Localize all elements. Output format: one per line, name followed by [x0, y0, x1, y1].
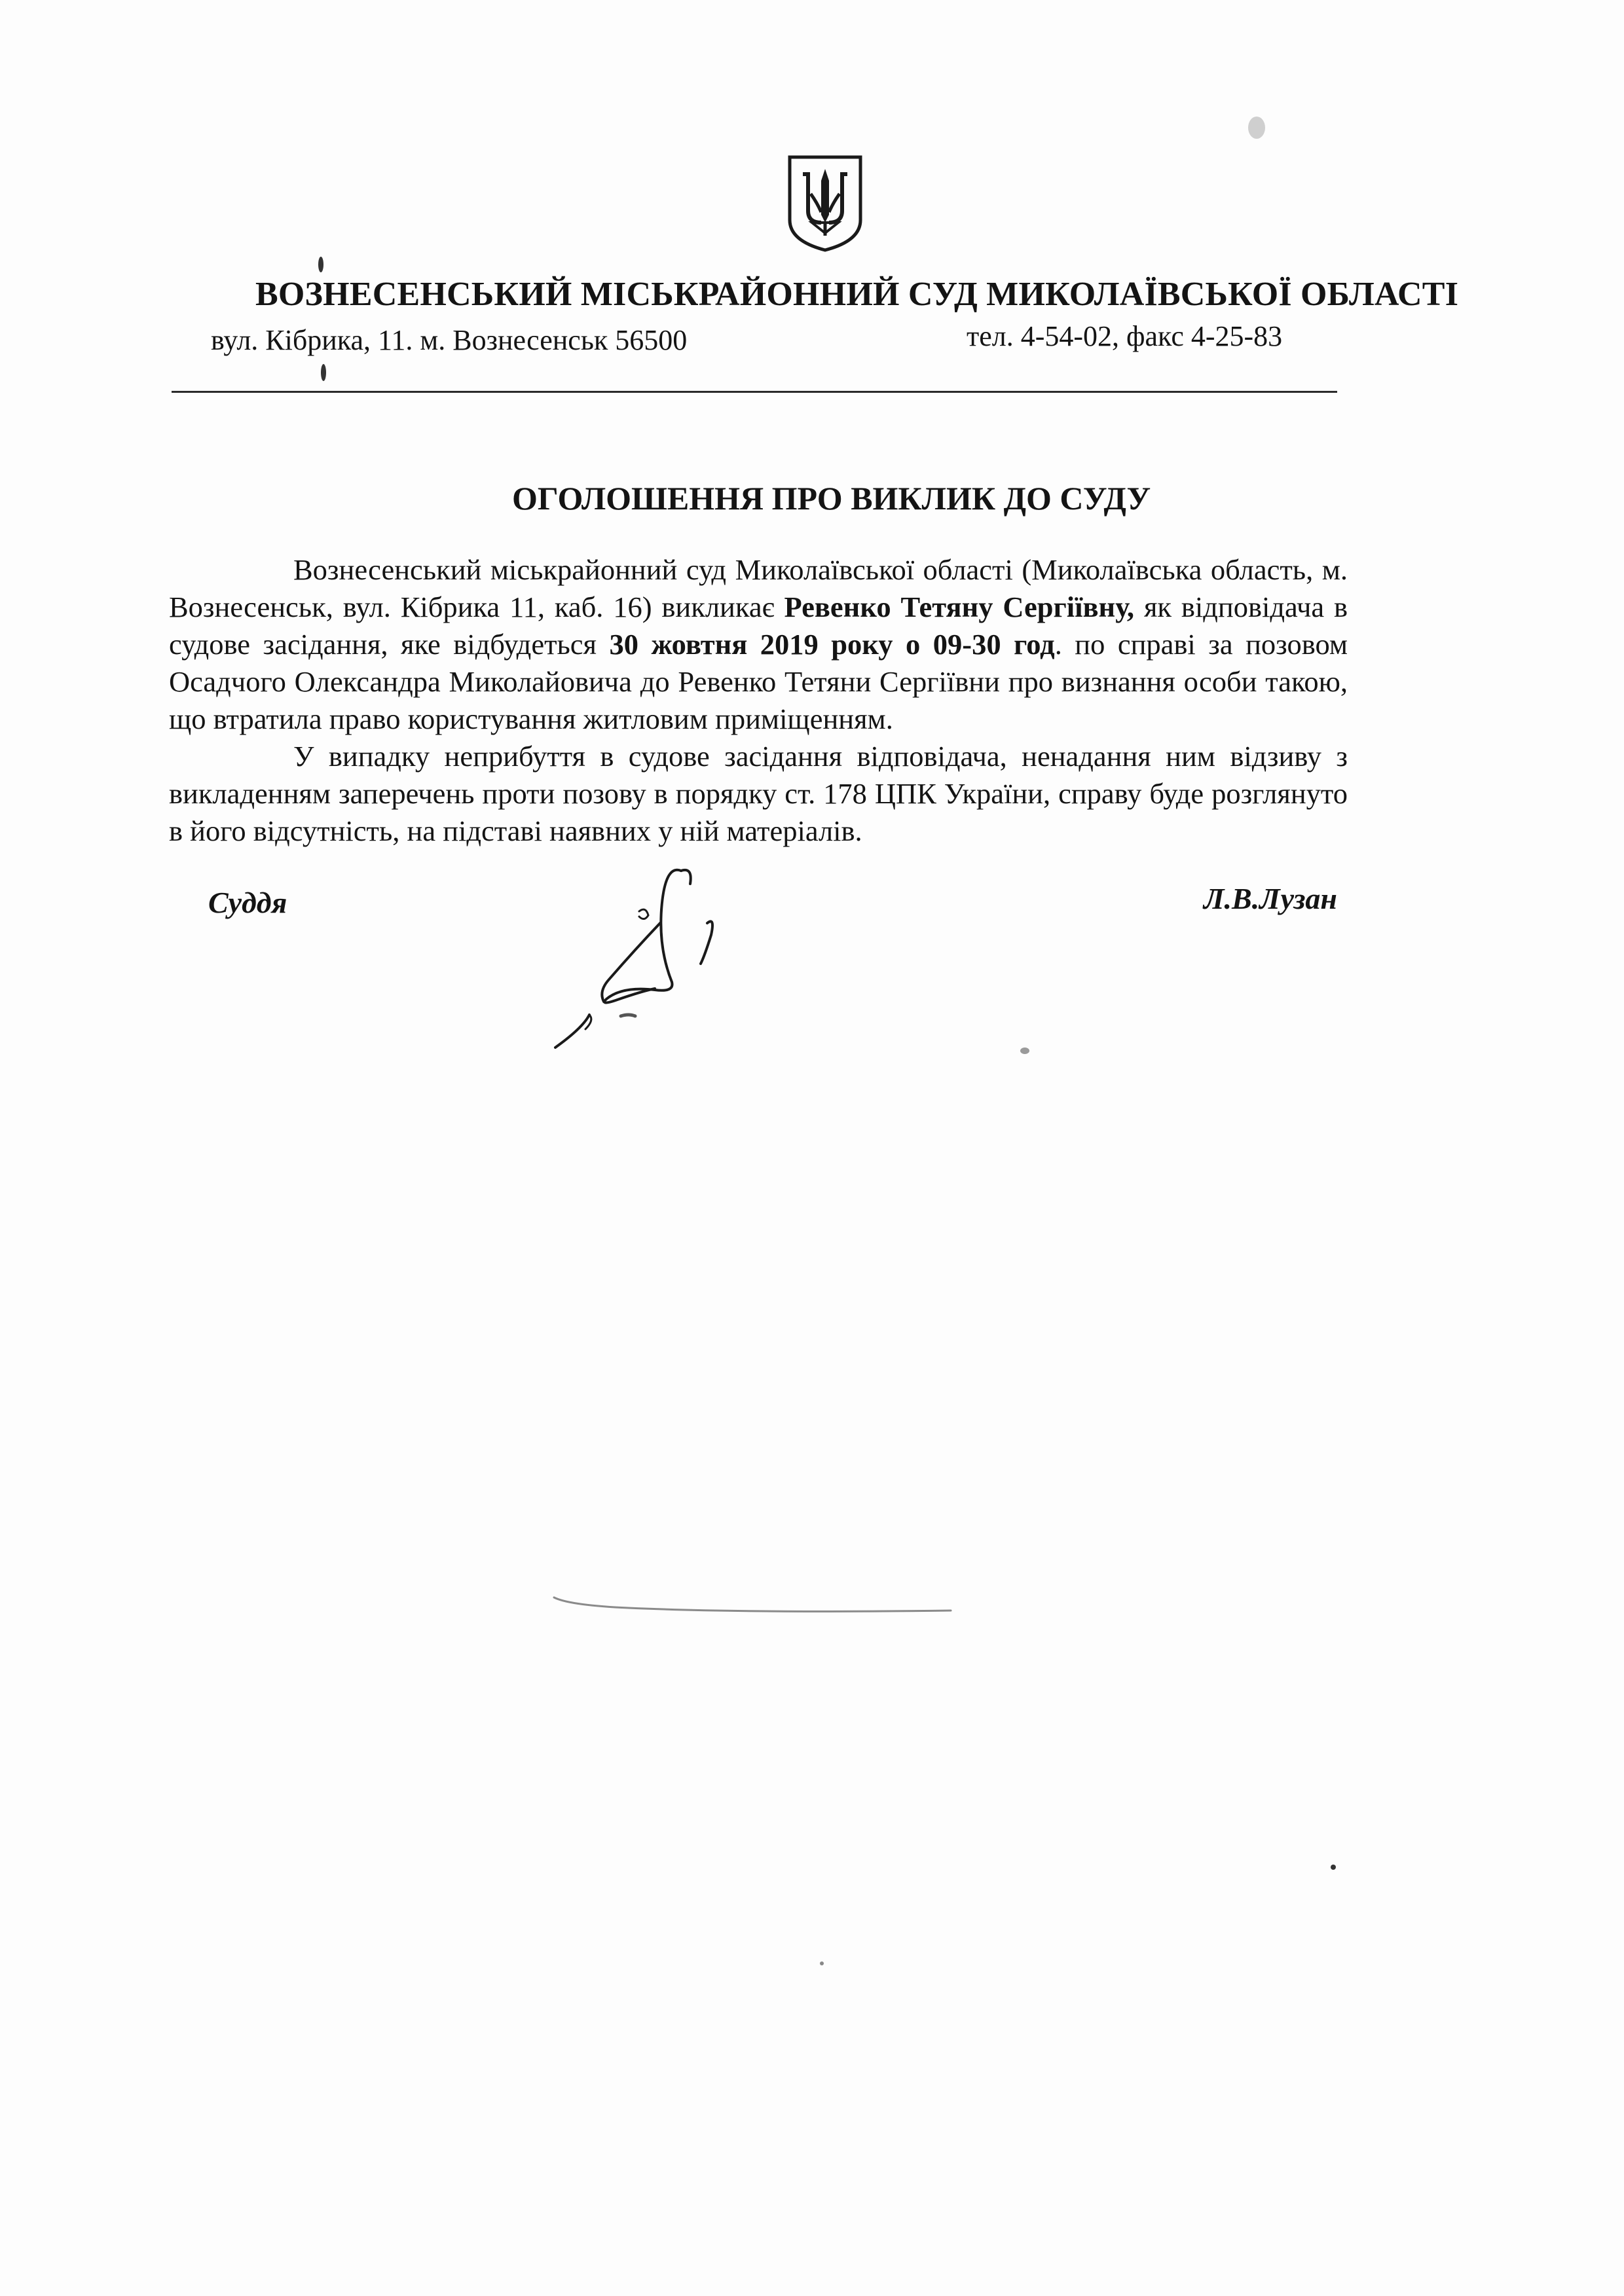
scan-speck	[321, 364, 326, 381]
scan-speck	[1248, 117, 1265, 139]
coat-of-arms-icon	[786, 155, 864, 253]
handwritten-signature	[544, 851, 727, 1067]
scan-artifact-line	[550, 1591, 956, 1617]
scan-speck	[1331, 1865, 1336, 1870]
absence-warning-paragraph: У випадку неприбуття в судове засідання відповідача, ненадання ним відзиву з викладенням заперечень проти позову в порядку ст. 178 ЦПК України, справу буде розглянуто в його відсутність, на підставі наявних у ній матеріалів.	[169, 740, 1348, 847]
signatory-role: Суддя	[208, 886, 287, 919]
scan-speck	[1020, 1048, 1029, 1054]
paragraph-text: як відповідача в судове засідання, яке відбудеться	[169, 591, 1348, 661]
document-body	[169, 551, 1348, 850]
header-divider	[172, 391, 1337, 393]
paragraph-text: . по справі за позовом Осадчого Олександра Миколайовича до Ревенко Тетяни Сергіївни про визнання особи такою, що втратила право користування житловим приміщенням.	[169, 628, 1348, 735]
defendant-name: Ревенко Тетяну Сергіївну,	[784, 591, 1135, 623]
court-address: вул. Кібрика, 11. м. Вознесенськ 56500	[211, 324, 688, 356]
summons-paragraph	[169, 551, 1348, 738]
scan-speck	[820, 1961, 824, 1965]
document-title: ОГОЛОШЕННЯ ПРО ВИКЛИК ДО СУДУ	[512, 480, 1151, 517]
paragraph-text: Вознесенський міськрайонний суд Миколаївської області (Миколаївська область, м. Вознесенськ, вул. Кібрика 11, каб. 16) викликає	[169, 553, 1348, 623]
scan-speck	[318, 257, 323, 272]
judge-name: Л.В.Лузан	[1204, 882, 1337, 915]
court-name-heading: ВОЗНЕСЕНСЬКИЙ МІСЬКРАЙОННИЙ СУД МИКОЛАЇВСЬКОЇ ОБЛАСТІ	[255, 276, 1459, 313]
court-phone-fax: тел. 4-54-02, факс 4-25-83	[967, 320, 1283, 352]
hearing-datetime: 30 жовтня 2019 року о 09-30 год	[609, 628, 1055, 661]
